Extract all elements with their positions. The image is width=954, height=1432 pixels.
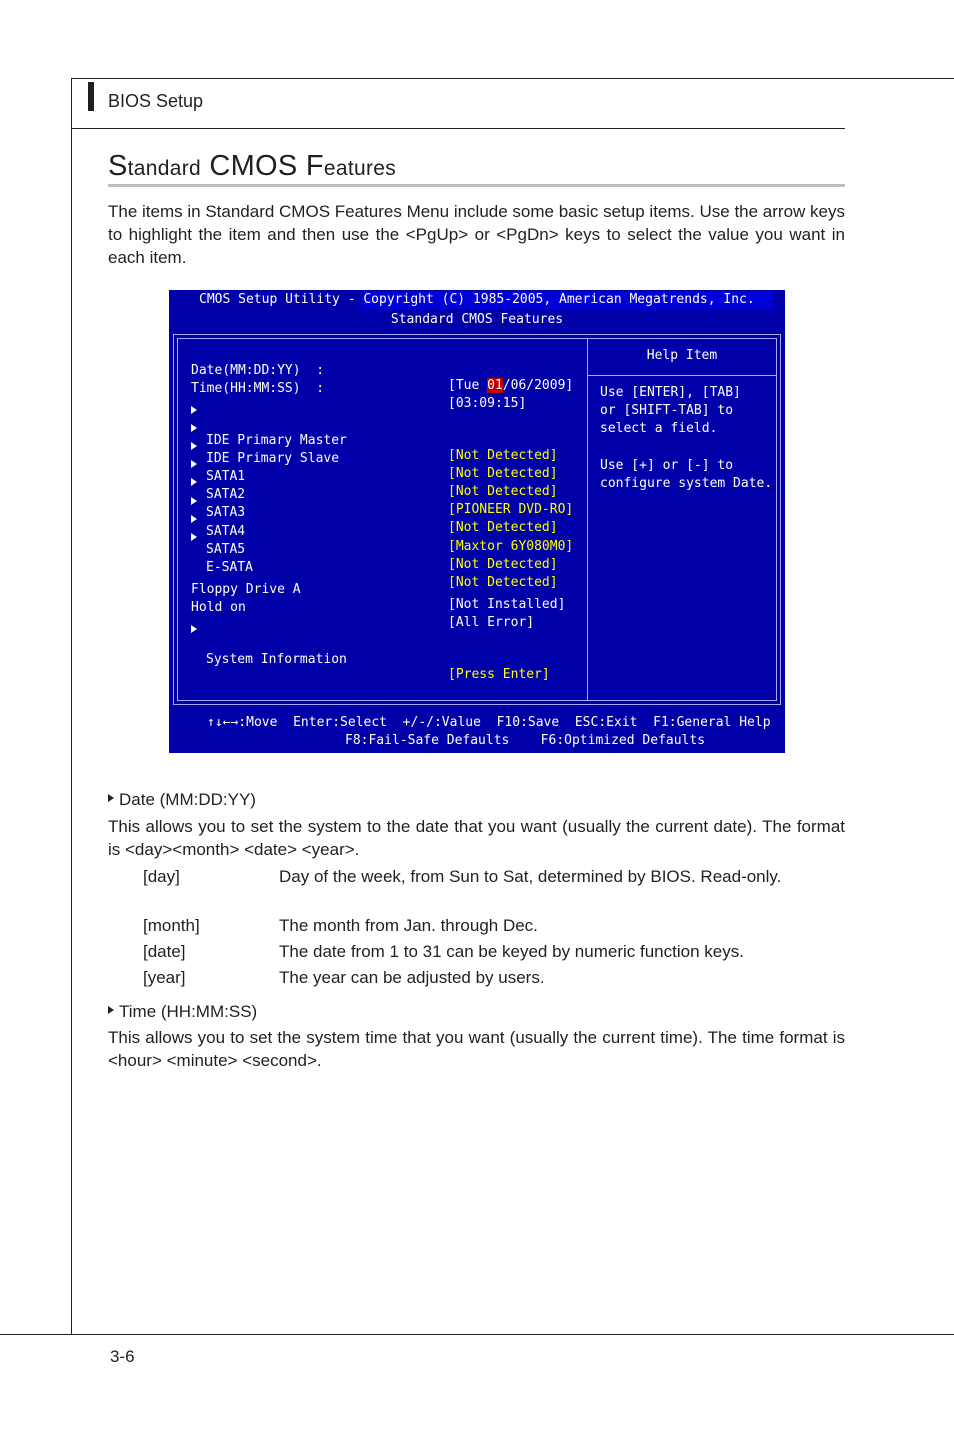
drive-value: [Not Detected] — [448, 557, 558, 572]
title-cmos: CMOS — [209, 150, 298, 182]
time-description: This allows you to set the system time that you want (usually the current time). The time format is <hour> <minute> <second>. — [108, 1028, 845, 1070]
submenu-arrow-icon — [191, 533, 197, 541]
time-heading — [108, 1002, 257, 1022]
title-rule — [108, 184, 845, 187]
definition-value: The month from Jan. through Dec. — [279, 916, 538, 935]
section-title — [108, 150, 396, 183]
holdon-value[interactable]: [All Error] — [448, 615, 535, 630]
intro-paragraph: The items in Standard CMOS Features Menu include some basic setup items. Use the arrow keys to highlight the item and then use the <PgUp> or <PgDn> keys to select the value you want in each item. — [108, 202, 845, 267]
time-label: Time(HH:MM:SS) : — [191, 381, 325, 396]
page-frame-top-line — [71, 78, 954, 79]
help-line: Use [+] or [-] to — [600, 458, 734, 473]
drive-label: E-SATA — [206, 560, 253, 575]
drive-value: [Not Detected] — [448, 466, 558, 481]
date-label: Date(MM:DD:YY) : — [191, 363, 325, 378]
submenu-arrow-icon — [191, 406, 197, 414]
bios-title-bar: CMOS Setup Utility - Copyright (C) 1985-2005, American Megatrends, Inc. — [199, 292, 755, 307]
floppy-label: Floppy Drive A — [191, 582, 301, 597]
submenu-arrow-icon — [191, 497, 197, 505]
title-initial: S — [108, 150, 128, 182]
date-heading-text: Date (MM:DD:YY) — [119, 790, 256, 809]
drive-value: [Not Detected] — [448, 575, 558, 590]
help-line: configure system Date. — [600, 476, 773, 491]
help-line: or [SHIFT-TAB] to — [600, 403, 734, 418]
help-item-title: Help Item — [646, 348, 718, 363]
drive-value: [PIONEER DVD-RO] — [448, 502, 574, 517]
date-weekday: [Tue — [448, 378, 488, 393]
sysinfo-label: System Information — [206, 652, 347, 667]
definition-value: The year can be adjusted by users. — [279, 968, 545, 987]
time-value[interactable]: [03:09:15] — [448, 396, 527, 411]
drive-value: [Not Detected] — [448, 448, 558, 463]
definition-key: [month] — [143, 916, 200, 935]
time-heading-text: Time (HH:MM:SS) — [119, 1002, 258, 1021]
bios-subtitle: Standard CMOS Features — [390, 312, 564, 327]
drive-label: SATA3 — [206, 505, 246, 520]
title-eatures: eatures — [323, 157, 397, 180]
submenu-arrow-icon — [191, 424, 197, 432]
drive-value: [Not Detected] — [448, 520, 558, 535]
header-rule — [71, 128, 845, 129]
bios-key-hints-line2: F8:Fail-Safe Defaults F6:Optimized Defaults — [345, 733, 706, 748]
drive-label: IDE Primary Master — [206, 433, 347, 448]
submenu-arrow-icon — [191, 478, 197, 486]
date-description: This allows you to set the system to the date that you want (usually the current date). The format is <day><month> <date> <year>. — [108, 817, 845, 859]
definition-value: Day of the week, from Sun to Sat, determined by BIOS. Read-only. — [279, 867, 782, 886]
bios-row-system-info[interactable] — [191, 622, 581, 682]
bios-screen — [169, 290, 785, 753]
submenu-arrow-icon — [191, 460, 197, 468]
date-heading — [108, 790, 256, 810]
page-number: 3-6 — [110, 1347, 135, 1366]
date-cursor[interactable]: 01 — [487, 378, 503, 393]
definition-key: [day] — [143, 867, 180, 886]
drive-label: SATA5 — [206, 542, 246, 557]
sysinfo-value: [Press Enter] — [448, 667, 550, 682]
submenu-arrow-icon — [191, 515, 197, 523]
help-line: Use [ENTER], [TAB] — [600, 385, 741, 400]
floppy-value[interactable]: [Not Installed] — [448, 597, 566, 612]
page-frame-left-line — [71, 78, 72, 1334]
drive-label: SATA1 — [206, 469, 246, 484]
definition-value: The date from 1 to 31 can be keyed by numeric function keys. — [279, 942, 744, 961]
title-f: F — [305, 150, 324, 182]
title-rest: tandard — [127, 157, 201, 180]
definition-key: [date] — [143, 942, 186, 961]
bios-panel-divider — [587, 338, 588, 701]
drive-label: IDE Primary Slave — [206, 451, 340, 466]
drive-label: SATA4 — [206, 524, 246, 539]
definition-key: [year] — [143, 968, 186, 987]
date-rest: /06/2009] — [502, 378, 574, 393]
header-bar-marker — [88, 82, 94, 111]
help-title-rule — [588, 375, 776, 376]
footer-rule — [0, 1334, 954, 1335]
submenu-arrow-icon — [191, 442, 197, 450]
bullet-triangle-icon — [108, 794, 114, 802]
drive-label: SATA2 — [206, 487, 246, 502]
drive-value: [Maxtor 6Y080M0] — [448, 539, 574, 554]
drive-value: [Not Detected] — [448, 484, 558, 499]
bullet-triangle-icon — [108, 1006, 114, 1014]
running-header: BIOS Setup — [108, 91, 204, 111]
help-line: select a field. — [600, 421, 718, 436]
holdon-label: Hold on — [191, 600, 246, 615]
submenu-arrow-icon — [191, 625, 197, 633]
bios-key-hints-line1: ↑↓←→:Move Enter:Select +/-/:Value F10:Save ESC:Exit F1:General Help — [207, 715, 771, 730]
